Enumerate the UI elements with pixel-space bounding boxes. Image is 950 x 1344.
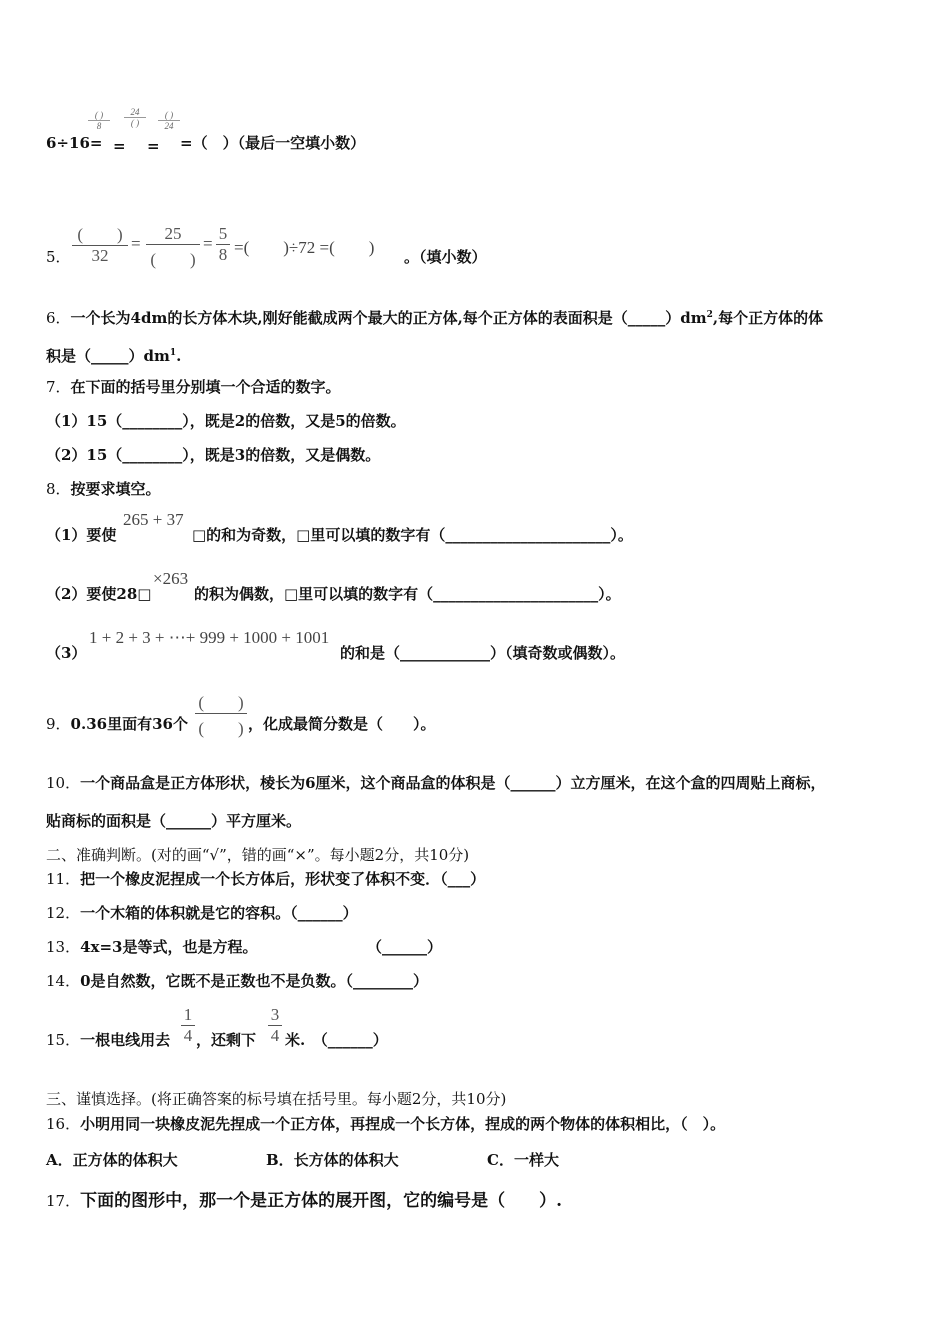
q13-blank: （______） xyxy=(367,938,443,956)
q8-sub-1: （1）要使 xyxy=(46,526,117,544)
q16-option-c[interactable]: C．一样大 xyxy=(487,1151,559,1169)
q4-eq-1: = xyxy=(113,137,126,155)
q5-eq-2: = xyxy=(203,234,213,253)
q11: 11．把一个橡皮泥捏成一个长方体后，形状变了体积不变．（___） xyxy=(46,870,486,888)
q8-sub-2-math: ×263 xyxy=(153,569,189,588)
q6-line-1: 6．一个长为4dm的长方体木块,刚好能截成两个最大的正方体,每个正方体的表面积是$(\_\_\_\_\_)dm^2$,每个正方体的体 xyxy=(46,309,824,327)
q4-fraction-3: ( ) 24 xyxy=(158,110,180,131)
q7-title: 7．在下面的括号里分别填一个合适的数字。 xyxy=(46,378,341,396)
section-3-heading: 三、谨慎选择。(将正确答案的标号填在括号里。每小题2分，共10分) xyxy=(46,1090,507,1108)
q5-eq-1: = xyxy=(131,234,141,253)
q5-tail: 。（填小数） xyxy=(404,248,487,266)
q16-option-a[interactable]: A．正方体的体积大 xyxy=(46,1151,178,1169)
q15-line: 15．一根电线用去 xyxy=(46,1031,171,1049)
q8-sub-2: （2）要使28□ xyxy=(46,585,152,603)
q8-sub-3-tail: 的和是（____________）（填奇数或偶数）。 xyxy=(340,644,626,662)
q5-number: 5． xyxy=(46,248,71,266)
section-2-heading: 二、准确判断。(对的画“√”，错的画“×”。每小题2分，共10分) xyxy=(46,846,470,864)
q5-fraction-a: ( ) 32 xyxy=(72,220,128,266)
q10-line-2: 贴商标的面积是（______）平方厘米。 xyxy=(46,812,302,830)
q8-sub-1-math: 265 + 37 xyxy=(123,510,184,529)
q9-tail: ，化成最简分数是（ ）。 xyxy=(248,715,436,733)
q14: 14．0是自然数，它既不是正数也不是负数。（________） xyxy=(46,972,429,990)
q8-sub-3: （3） xyxy=(46,644,87,662)
q5-expression: =( )÷72 =( ) xyxy=(234,238,375,257)
q7-sub-1: （1）15（________），既是2的倍数，又是5的倍数。 xyxy=(46,412,406,430)
q9-line: 9．0.36里面有36个 xyxy=(46,715,188,733)
q4-fraction-2: 24 ( ) xyxy=(124,107,146,128)
q4-line: 6÷16= xyxy=(46,134,103,152)
q15-mid: ，还剩下 xyxy=(196,1031,257,1049)
q6-line-2: 积是$(\_\_\_\_\_)dm^1$. xyxy=(46,347,182,365)
q8-sub-1-tail: □的和为奇数，□里可以填的数字有（______________________）。 xyxy=(192,526,633,544)
q15-fraction-1: $\frac{1}{4}$ xyxy=(181,1005,195,1046)
q5-fraction-c: $\frac{5}{8}$ xyxy=(216,224,230,265)
q9-fraction: ( ) ( ) xyxy=(195,688,247,739)
q12: 12．一个木箱的体积就是它的容积。（______） xyxy=(46,904,358,922)
q15-tail: 米. （______） xyxy=(285,1031,388,1049)
q17: 17．下面的图形中，那一个是正方体的展开图，它的编号是（ ）. xyxy=(46,1191,563,1211)
q8-title: 8．按要求填空。 xyxy=(46,480,161,498)
q10-line-1: 10．一个商品盒是正方体形状，棱长为6厘米，这个商品盒的体积是（______）立方厘米，在这个盒的四周贴上商标， xyxy=(46,774,826,792)
q16: 16．小明用同一块橡皮泥先捏成一个正方体，再捏成一个长方体，捏成的两个物体的体积相比，（ ）。 xyxy=(46,1115,726,1133)
q15-fraction-2: $\frac{3}{4}$ xyxy=(268,1005,282,1046)
q8-sub-3-math: 1 + 2 + 3 + ⋯+ 999 + 1000 + 1001 xyxy=(89,628,330,647)
q4-fraction-1: ( ) 8 xyxy=(88,110,110,131)
q4-tail: =（ ）（最后一空填小数） xyxy=(180,134,366,152)
q8-sub-2-tail: 的积为偶数，□里可以填的数字有（______________________）。 xyxy=(194,585,621,603)
q13: 13．4x=3是等式，也是方程。 xyxy=(46,938,258,956)
q7-sub-2: （2）15（________），既是3的倍数，又是偶数。 xyxy=(46,446,381,464)
q16-option-b[interactable]: B．长方体的体积大 xyxy=(266,1151,399,1169)
q4-eq-2: = xyxy=(147,137,160,155)
q5-fraction-b: 25 ( ) xyxy=(146,224,200,270)
